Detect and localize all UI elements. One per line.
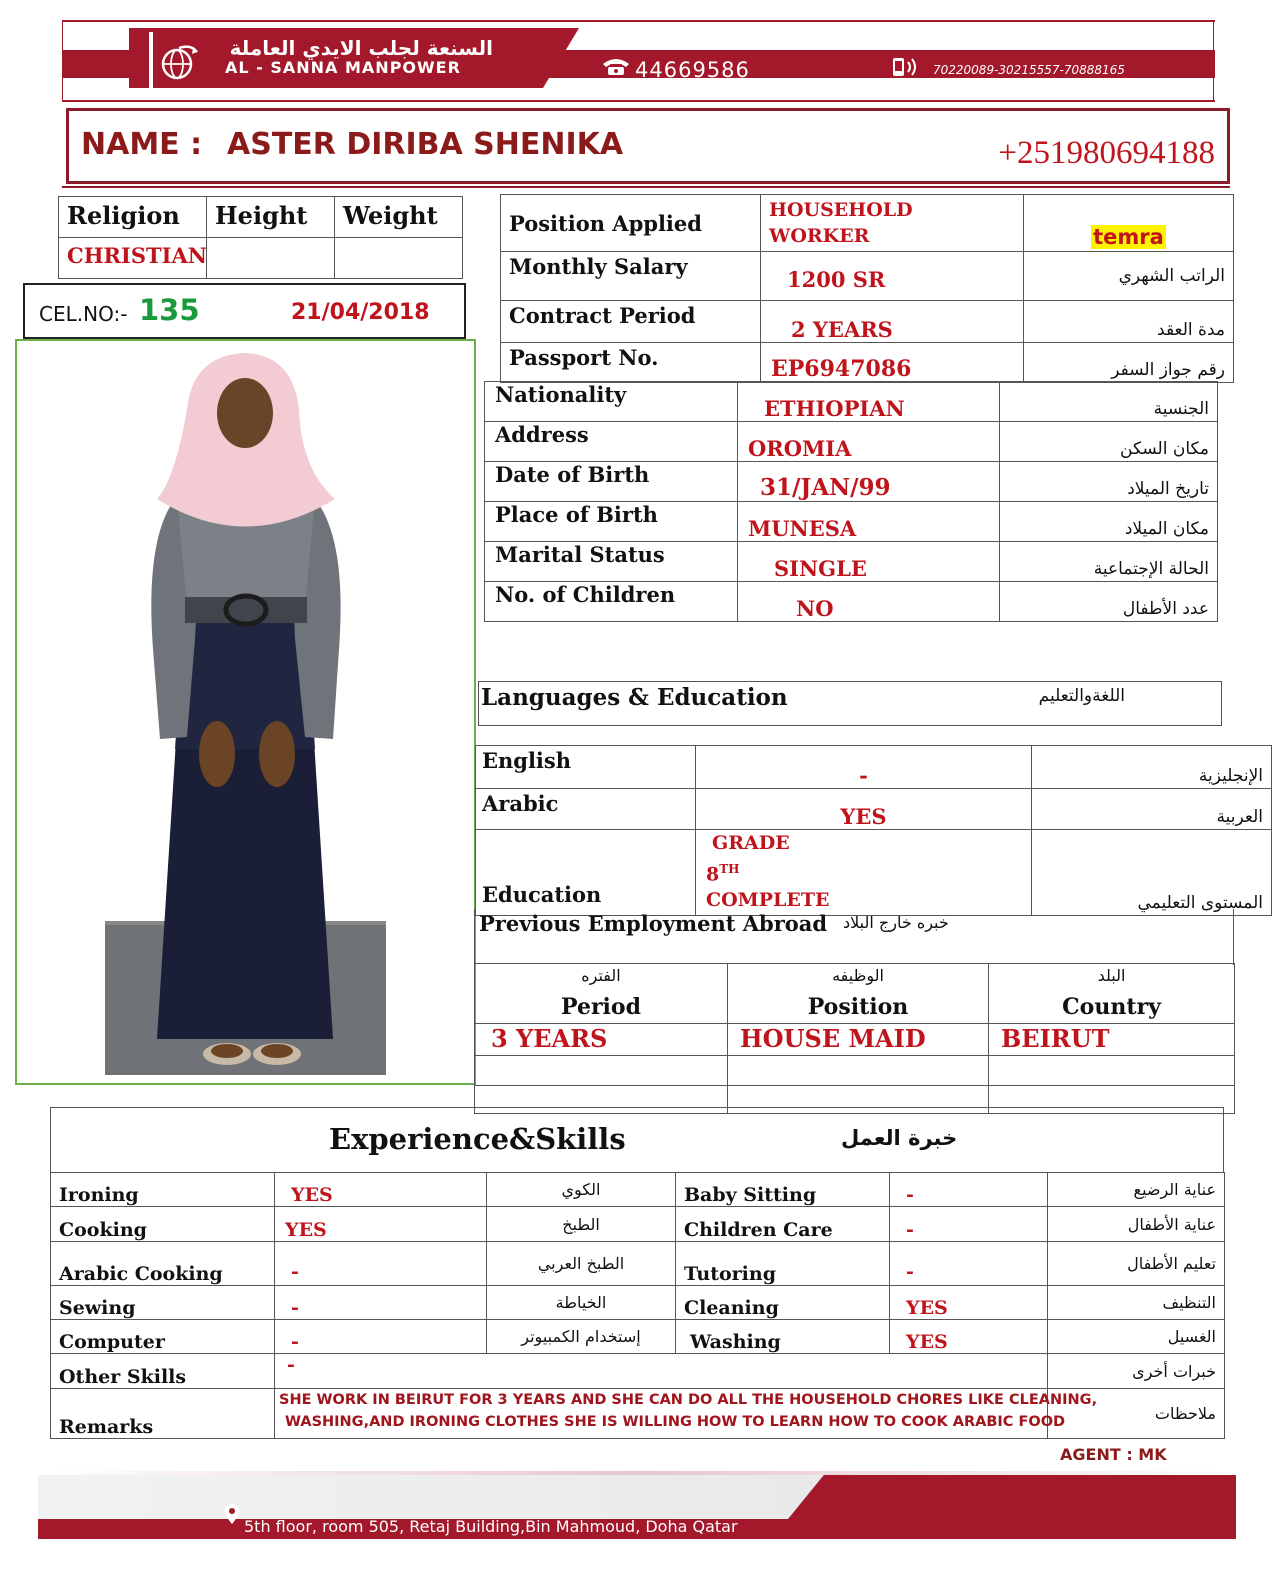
languages-title-arabic: اللغةوالتعليم <box>1038 686 1125 706</box>
employment-cell <box>728 1056 989 1086</box>
employment-position: HOUSE MAID <box>728 1024 989 1056</box>
arabic-value: YES <box>696 789 1032 830</box>
skills-title-box <box>50 1107 1224 1173</box>
weight-value <box>335 238 463 279</box>
company-name-english: AL - SANNA MANPOWER <box>225 58 461 77</box>
skill-arabic: الغسيل <box>1048 1320 1225 1354</box>
skills-table <box>50 1172 1225 1439</box>
company-name-arabic: السنعة لجلب الايدي العاملة <box>229 36 493 60</box>
skill-label: Washing <box>676 1320 890 1354</box>
skills-title-arabic: خبرة العمل <box>841 1126 958 1150</box>
skill-value: - <box>890 1242 1048 1286</box>
employment-cell <box>989 1056 1235 1086</box>
nationality-label: Nationality <box>485 382 738 422</box>
skill-label: Ironing <box>51 1173 275 1207</box>
employment-period: 3 YEARS <box>475 1024 728 1056</box>
cel-date: 21/04/2018 <box>291 300 430 325</box>
position-header-arabic: الوظيفه <box>728 964 989 994</box>
position-header: Position <box>728 994 989 1024</box>
address-value: OROMIA <box>738 422 1000 462</box>
skill-arabic: التنظيف <box>1048 1286 1225 1320</box>
skill-value: YES <box>890 1320 1048 1354</box>
languages-title: Languages & Education <box>481 684 788 711</box>
skill-label: Cooking <box>51 1207 275 1242</box>
skills-title: Experience&Skills <box>329 1122 626 1156</box>
cel-label: CEL.NO:- <box>39 302 128 326</box>
english-label: English <box>476 746 696 789</box>
employment-table <box>474 963 1235 1114</box>
employment-country: BEIRUT <box>989 1024 1235 1056</box>
passport-arabic: رقم جواز السفر <box>1024 343 1234 383</box>
english-arabic: الإنجليزية <box>1032 746 1272 789</box>
remarks-label: Remarks <box>51 1389 275 1439</box>
employment-cell <box>475 1056 728 1086</box>
height-label: Height <box>207 197 335 238</box>
skill-value: - <box>890 1207 1048 1242</box>
education-arabic: المستوى التعليمي <box>1032 830 1272 916</box>
candidate-name: ASTER DIRIBA SHENIKA <box>227 127 624 162</box>
weight-label: Weight <box>335 197 463 238</box>
skill-arabic: الطبخ العربي <box>487 1242 676 1286</box>
other-skills-label: Other Skills <box>51 1354 275 1389</box>
period-header-arabic: الفتره <box>475 964 728 994</box>
skill-arabic: الخياطة <box>487 1286 676 1320</box>
skill-value: - <box>275 1320 487 1354</box>
address-arabic: مكان السكن <box>1000 422 1218 462</box>
religion-value: CHRISTIAN <box>59 238 207 279</box>
skill-value: YES <box>275 1207 487 1242</box>
other-skills-arabic: خبرات أخرى <box>1048 1354 1225 1389</box>
nationality-value: ETHIOPIAN <box>738 382 1000 422</box>
position-value: HOUSEHOLD WORKER <box>761 195 1024 252</box>
location-pin-icon <box>224 1503 240 1525</box>
remarks-value: SHE WORK IN BEIRUT FOR 3 YEARS AND SHE CAN DO ALL THE HOUSEHOLD CHORES LIKE CLEANING, WASHING,AND IRONING CLOTHES SHE IS WILLING HOW TO LEARN HOW TO COOK ARABIC FOOD <box>275 1389 1048 1439</box>
height-value <box>207 238 335 279</box>
dob-arabic: تاريخ الميلاد <box>1000 462 1218 502</box>
skill-arabic: الكوي <box>487 1173 676 1207</box>
education-value: GRADE 8TH COMPLETE <box>696 830 1032 916</box>
skill-value: - <box>275 1242 487 1286</box>
mobile-phone-icon <box>891 56 919 78</box>
contract-arabic: مدة العقد <box>1024 301 1234 343</box>
arabic-label: Arabic <box>476 789 696 830</box>
name-label: NAME : <box>81 127 203 162</box>
dob-value: 31/JAN/99 <box>738 462 1000 502</box>
skill-label: Cleaning <box>676 1286 890 1320</box>
country-header: Country <box>989 994 1235 1024</box>
position-code: temra <box>1093 225 1164 249</box>
children-value: NO <box>738 582 1000 622</box>
skill-label: Sewing <box>51 1286 275 1320</box>
skill-label: Baby Sitting <box>676 1173 890 1207</box>
skill-value: - <box>275 1286 487 1320</box>
footer-banner <box>38 1471 1236 1539</box>
children-label: No. of Children <box>485 582 738 622</box>
agent-label: AGENT : MK <box>1060 1445 1167 1464</box>
english-value: - <box>696 746 1032 789</box>
passport-label: Passport No. <box>501 343 761 383</box>
pob-value: MUNESA <box>738 502 1000 542</box>
marital-label: Marital Status <box>485 542 738 582</box>
nationality-arabic: الجنسية <box>1000 382 1218 422</box>
candidate-photo <box>105 349 386 1075</box>
cel-number: 135 <box>139 293 200 327</box>
skill-label: Computer <box>51 1320 275 1354</box>
position-label: Position Applied <box>501 195 761 252</box>
religion-label: Religion <box>59 197 207 238</box>
globe-logo-icon <box>159 42 199 82</box>
employment-title-arabic: خبره خارج البلاد <box>843 913 949 932</box>
children-arabic: عدد الأطفال <box>1000 582 1218 622</box>
mobile-numbers: 70220089-30215557-70888165 <box>933 63 1125 77</box>
skill-value: YES <box>890 1286 1048 1320</box>
name-box <box>66 108 1230 184</box>
period-header: Period <box>475 994 728 1024</box>
remarks-arabic: ملاحظات <box>1048 1389 1225 1439</box>
office-phone: 44669586 <box>635 58 750 82</box>
pob-label: Place of Birth <box>485 502 738 542</box>
address-label: Address <box>485 422 738 462</box>
skill-label: Children Care <box>676 1207 890 1242</box>
skill-arabic: تعليم الأطفال <box>1048 1242 1225 1286</box>
other-skills-value: - <box>275 1354 1048 1389</box>
employment-title-box <box>474 909 1234 965</box>
skill-arabic: إستخدام الكمبيوتر <box>487 1320 676 1354</box>
languages-table <box>475 745 1272 916</box>
dob-label: Date of Birth <box>485 462 738 502</box>
phone-icon <box>601 56 631 76</box>
job-table <box>500 194 1234 383</box>
skill-label: Tutoring <box>676 1242 890 1286</box>
skill-arabic: الطبخ <box>487 1207 676 1242</box>
contract-value: 2 YEARS <box>761 301 1024 343</box>
pob-arabic: مكان الميلاد <box>1000 502 1218 542</box>
country-header-arabic: البلد <box>989 964 1235 994</box>
marital-arabic: الحالة الإجتماعية <box>1000 542 1218 582</box>
languages-title-box <box>478 681 1222 726</box>
header-banner <box>62 20 1214 102</box>
skill-arabic: عناية الرضيع <box>1048 1173 1225 1207</box>
education-label: Education <box>476 830 696 916</box>
contract-label: Contract Period <box>501 301 761 343</box>
salary-arabic: الراتب الشهري <box>1024 252 1234 301</box>
arabic-arabic: العربية <box>1032 789 1272 830</box>
cel-box <box>23 283 466 339</box>
skill-label: Arabic Cooking <box>51 1242 275 1286</box>
skill-value: - <box>890 1173 1048 1207</box>
salary-label: Monthly Salary <box>501 252 761 301</box>
candidate-phone: +251980694188 <box>998 135 1215 171</box>
marital-value: SINGLE <box>738 542 1000 582</box>
physical-table <box>58 196 463 279</box>
personal-table <box>484 381 1218 622</box>
salary-value: 1200 SR <box>761 252 1024 301</box>
employment-title: Previous Employment Abroad <box>479 911 828 936</box>
passport-value: EP6947086 <box>761 343 1024 383</box>
skill-value: YES <box>275 1173 487 1207</box>
skill-arabic: عناية الأطفال <box>1048 1207 1225 1242</box>
footer-address: 5th floor, room 505, Retaj Building,Bin Mahmoud, Doha Qatar <box>244 1517 738 1536</box>
